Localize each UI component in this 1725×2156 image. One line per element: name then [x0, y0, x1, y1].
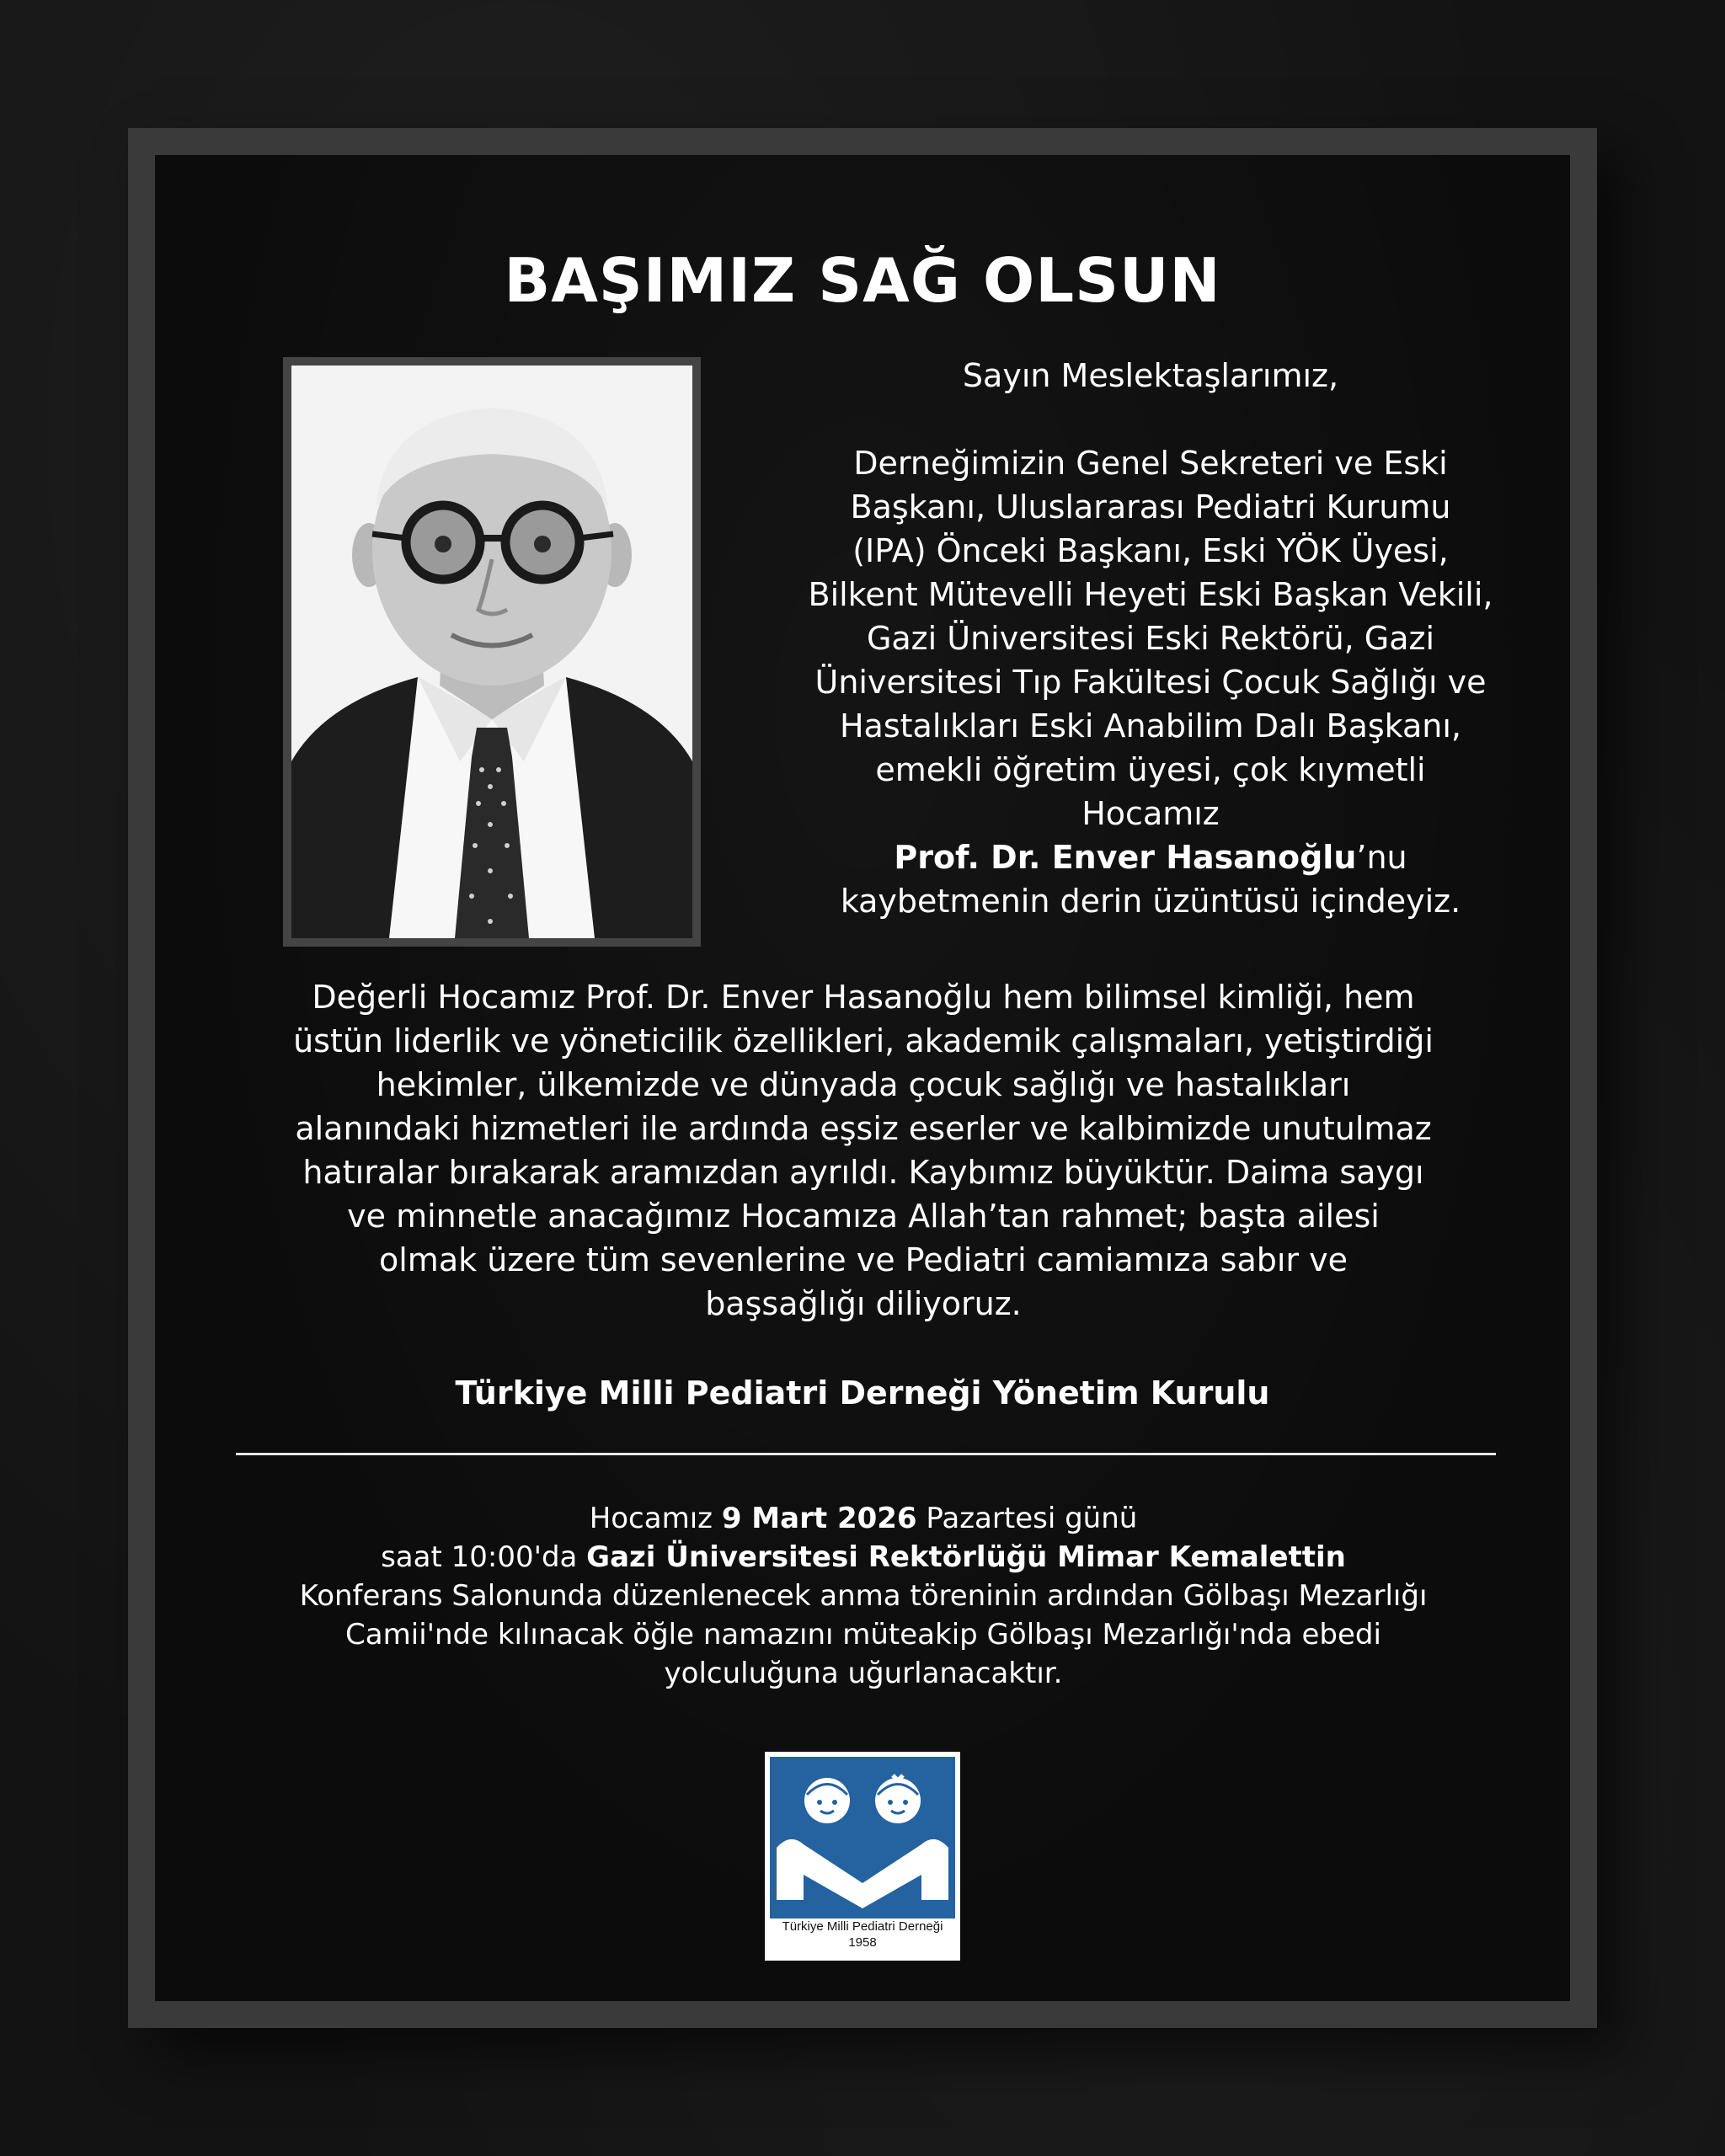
portrait-frame [283, 357, 701, 947]
funeral-line [202, 1538, 1525, 1577]
name-suffix: ’nu [1356, 839, 1407, 876]
logo-name: Türkiye Milli Pediatri Derneği [782, 1919, 943, 1934]
portrait-photo [291, 366, 692, 938]
para1-line: (IPA) Önceki Başkanı, Eski YÖK Üyesi, [852, 532, 1449, 569]
para2-line: hekimler, ülkemizde ve dünyada çocuk sağlığı ve hastalıkları [376, 1066, 1351, 1103]
para1-line: Başkanı, Uluslararası Pediatri Kurumu [850, 488, 1451, 526]
funeral-line: Konferans Salonunda düzenlenecek anma töreninin ardından Gölbaşı Mezarlığı [299, 1579, 1428, 1613]
para2-line: üstün liderlik ve yöneticilik özellikleri, akademik çalışmaları, yetiştirdiği [293, 1022, 1434, 1059]
para1-line: Hocamız [1081, 795, 1220, 832]
para2-line: alanındaki hizmetleri ile ardında eşsiz eserler ve kalbimizde unutulmaz [295, 1110, 1432, 1147]
intro-text [729, 354, 1572, 923]
tribute-paragraph [202, 975, 1525, 1326]
para1-line: emekli öğretim üyesi, çok kıymetli [875, 751, 1426, 788]
para2-line: olmak üzere tüm sevenlerine ve Pediatri camiamıza sabır ve [379, 1241, 1348, 1278]
funeral-date: 9 Mart 2026 [721, 1502, 917, 1535]
logo-children-icon [770, 1757, 955, 1919]
signature: Türkiye Milli Pediatri Derneği Yönetim Kurulu [455, 1374, 1270, 1412]
portrait-illustration [291, 366, 692, 938]
para1-line: Bilkent Mütevelli Heyeti Eski Başkan Vekili, [808, 576, 1493, 613]
para1-line: Derneğimizin Genel Sekreteri ve Eski [853, 445, 1448, 482]
para2-line: ve minnetle anacağımız Hocamıza Allah’tan rahmet; başta ailesi [347, 1198, 1380, 1235]
funeral-text: Hocamız [589, 1502, 722, 1535]
para2-line: hatıralar bırakarak aramızdan ayrıldı. Kaybımız büyüktür. Daima saygı [302, 1154, 1424, 1191]
funeral-text: Pazartesi günü [916, 1502, 1138, 1535]
para2-line: Değerli Hocamız Prof. Dr. Enver Hasanoğlu hem bilimsel kimliği, hem [312, 979, 1415, 1016]
funeral-time: saat 10:00'da [381, 1540, 587, 1574]
divider [236, 1453, 1496, 1455]
funeral-venue: Gazi Üniversitesi Rektörlüğü Mimar Kemalettin [586, 1540, 1346, 1574]
para1-line: Üniversitesi Tıp Fakültesi Çocuk Sağlığı ve [814, 664, 1487, 701]
association-logo [765, 1752, 960, 1961]
para1-end: kaybetmenin derin üzüntüsü içindeyiz. [840, 883, 1461, 920]
deceased-name-line [729, 835, 1572, 879]
para1-line: Gazi Üniversitesi Eski Rektörü, Gazi [866, 620, 1435, 657]
funeral-line [202, 1499, 1525, 1538]
funeral-info [202, 1499, 1525, 1693]
greeting: Sayın Meslektaşlarımız, [962, 357, 1339, 394]
funeral-line: yolculuğuna uğurlanacaktır. [664, 1657, 1063, 1690]
logo-emblem [770, 1757, 955, 1919]
para1-line: Hastalıkları Eski Anabilim Dalı Başkanı, [839, 707, 1461, 744]
logo-year: 1958 [848, 1935, 877, 1950]
deceased-name: Prof. Dr. Enver Hasanoğlu [894, 839, 1357, 876]
para2-line: başsağlığı diliyoruz. [705, 1285, 1022, 1322]
funeral-line: Camii'nde kılınacak öğle namazını müteakip Gölbaşı Mezarlığı'nda ebedi [345, 1618, 1381, 1652]
page-title: BAŞIMIZ SAĞ OLSUN [504, 245, 1221, 316]
